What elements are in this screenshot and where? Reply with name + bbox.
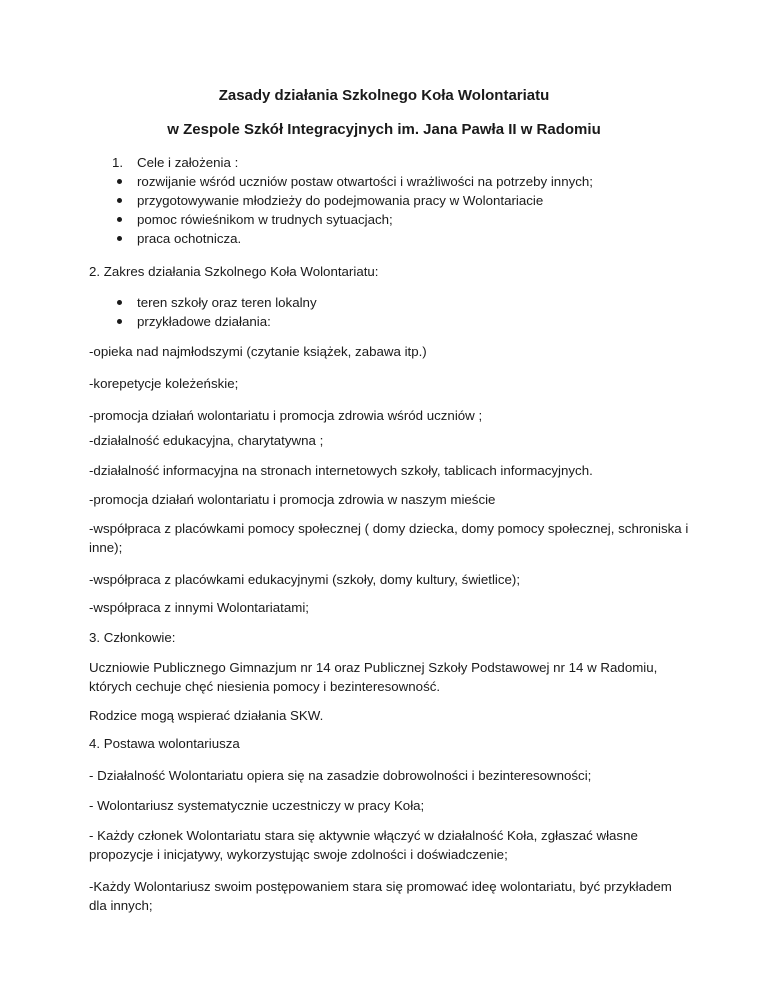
activity-item: -korepetycje koleżeńskie;: [89, 376, 239, 391]
parents-paragraph: Rodzice mogą wspierać działania SKW.: [89, 708, 324, 723]
activity-item: -opieka nad najmłodszymi (czytanie książek, zabawa itp.): [89, 344, 427, 359]
document-subtitle: w Zespole Szkół Integracyjnych im. Jana Pawła II w Radomiu: [167, 121, 601, 138]
activity-item: -współpraca z innymi Wolontariatami;: [89, 600, 309, 615]
attitude-item: - Każdy członek Wolontariatu stara się aktywnie włączyć w działalność Koła, zgłaszać własne propozycje i inicjatywy, wykorzystując swoje zdolności i doświadczenie;: [89, 828, 638, 862]
attitude-item: - Wolontariusz systematycznie uczestniczy w pracy Koła;: [89, 798, 425, 813]
bullet-icon: [117, 300, 122, 305]
document-title: Zasady działania Szkolnego Koła Wolontariatu: [218, 87, 550, 104]
document-page: Zasady działania Szkolnego Koła Wolontariatu w Zespole Szkół Integracyjnych im. Jana Pawła II w Radomiu 1. Cele i założenia : rozwijanie wśród uczniów postaw otwartości i wrażliwości na potrzeby innych; przygotowywanie młodzieży do podejmowania pracy w Wolontariacie pomoc rówieśnikom w trudnych sytuacjach; praca ochotnicza. 2. Zakres działania Szkolnego Koła Wolontariatu: teren szkoły oraz teren lokalny przykładowe działania: -opieka nad najmłodszymi (czytanie książek, zabawa itp.) -korepetycje koleżeńskie; -promocja działań wolontariatu i promocja zdrowia wśród uczniów ; -działalność edukacyjna, charytatywna ; -działalność informacyjna na stronach internetowych szkoły, tablicach informacyjnych. -promocja działań wolontariatu i promocja zdrowia w naszym mieście -współpraca z placówkami pomocy społecznej ( domy dziecka, domy pomocy społecznej, schroniska i inne); -współpraca z placówkami edukacyjnymi (szkoły, domy kultury, świetlice); -współpraca z innymi Wolontariatami; 3. Członkowie: Uczniowie Publicznego Gimnazjum nr 14 oraz Publicznej Szkoły Podstawowej nr 14 w Radomiu, których cechuje chęć niesienia pomocy i bezinteresowność. Rodzice mogą wspierać działania SKW. 4. Postawa wolontariusza - Działalność Wolontariatu opiera się na zasadzie dobrowolności i bezinteresowności; - Wolontariusz systematycznie uczestniczy w pracy Koła; - Każdy członek Wolontariatu stara się aktywnie włączyć w działalność Koła, zgłaszać własne propozycje i inicjatywy, wykorzystując swoje zdolności i doświadczenie; -Każdy Wolontariusz swoim postępowaniem stara się promować ideę wolontariatu, być przykładem dla innych;: [0, 0, 768, 994]
bullet-icon: [117, 179, 122, 184]
members-paragraph: Uczniowie Publicznego Gimnazjum nr 14 oraz Publicznej Szkoły Podstawowej nr 14 w Radomiu, których cechuje chęć niesienia pomocy i bezinteresowność.: [89, 660, 658, 694]
section1-number: 1.: [112, 155, 124, 170]
activity-item: -współpraca z placówkami pomocy społecznej ( domy dziecka, domy pomocy społecznej, schroniska i inne);: [89, 521, 689, 555]
activity-item: -promocja działań wolontariatu i promocja zdrowia w naszym mieście: [89, 492, 496, 507]
section3-heading: 3. Członkowie:: [89, 630, 176, 645]
activity-item: -promocja działań wolontariatu i promocja zdrowia wśród uczniów ;: [89, 408, 483, 423]
section4-heading: 4. Postawa wolontariusza: [89, 736, 240, 751]
bullet-icon: [117, 217, 122, 222]
section1-heading-text: Cele i założenia :: [137, 155, 239, 170]
attitude-item: -Każdy Wolontariusz swoim postępowaniem stara się promować ideę wolontariatu, być przykładem dla innych;: [89, 879, 672, 913]
activity-item: -działalność edukacyjna, charytatywna ;: [89, 433, 324, 448]
bullet-icon: [117, 198, 122, 203]
activity-item: -działalność informacyjna na stronach internetowych szkoły, tablicach informacyjnych.: [89, 463, 593, 478]
activity-item: -współpraca z placówkami edukacyjnymi (szkoły, domy kultury, świetlice);: [89, 572, 521, 587]
bullet-icon: [117, 236, 122, 241]
attitude-item: - Działalność Wolontariatu opiera się na zasadzie dobrowolności i bezinteresowności;: [89, 768, 592, 783]
bullet-icon: [117, 319, 122, 324]
section2-heading: 2. Zakres działania Szkolnego Koła Wolontariatu:: [89, 264, 379, 279]
